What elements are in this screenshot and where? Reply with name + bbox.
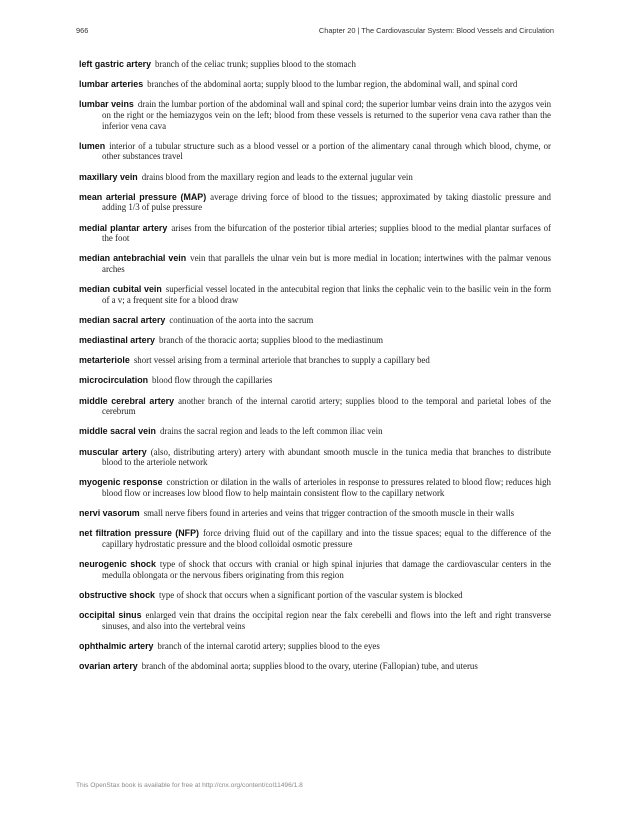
glossary-term: net filtration pressure (NFP): [79, 528, 199, 539]
glossary-definition: drains the sacral region and leads to the left common iliac vein: [159, 426, 383, 437]
glossary-term: mediastinal artery: [79, 335, 155, 346]
glossary-entry: [79, 375, 551, 386]
glossary-term: middle cerebral artery: [79, 395, 175, 406]
glossary-term: median sacral artery: [79, 314, 166, 325]
glossary-definition: short vessel arising from a terminal arteriole that branches to supply a capillary bed: [133, 355, 430, 366]
glossary-entry: [79, 141, 551, 162]
glossary-term: lumen: [79, 140, 106, 151]
page-footer: This OpenStax book is available for free at http://cnx.org/content/col11496/1.8: [76, 782, 303, 789]
glossary-term: nervi vasorum: [79, 508, 140, 519]
glossary-term: myogenic response: [79, 477, 163, 488]
glossary-term: median cubital vein: [79, 284, 162, 295]
glossary-entry: [79, 610, 551, 631]
glossary-definition: another branch of the internal carotid artery; supplies blood to the temporal and parietal lobes of the cerebrum: [102, 395, 551, 417]
glossary-term: occipital sinus: [79, 610, 142, 621]
glossary-term: metarteriole: [79, 355, 130, 366]
glossary-entry: [79, 315, 551, 326]
glossary-definition: branch of the celiac trunk; supplies blood to the stomach: [155, 59, 356, 69]
glossary-entry: [79, 253, 551, 274]
glossary-term: obstructive shock: [79, 589, 155, 600]
glossary-entry: [79, 284, 551, 305]
glossary-term: ophthalmic artery: [79, 640, 154, 651]
glossary-entry: [79, 99, 551, 131]
glossary-definition: type of shock that occurs with cranial or high spinal injuries that damage the cardiovascular centers in the medulla oblongata or the nervous fibers originating from this region: [102, 559, 551, 580]
glossary-term: middle sacral vein: [79, 426, 156, 437]
glossary-entry: [79, 396, 551, 417]
glossary-entry: [79, 335, 551, 346]
glossary-term: left gastric artery: [79, 59, 152, 69]
glossary-entry: [79, 590, 551, 601]
glossary-term: medial plantar artery: [79, 222, 168, 233]
glossary-definition: drain the lumbar portion of the abdominal wall and spinal cord; the superior lumbar veins drain into the azygos vein on the right or the hemiazygos vein on the left; blood from these vessels is returned to the superior vena cava rather than the inferior vena cava: [102, 99, 552, 131]
page-number: 966: [76, 26, 89, 35]
glossary-definition: drains blood from the maxillary region and leads to the external jugular vein: [141, 171, 413, 182]
glossary-definition: constriction or dilation in the walls of arterioles in response to pressures related to blood flow; reduces high blood flow or increases low blood flow to help maintain consistent flow to the capillary network: [102, 477, 551, 498]
glossary-definition: average driving force of blood to the tissues; approximated by taking diastolic pressure and adding 1/3 of pulse pressure: [102, 191, 551, 213]
glossary-entry: [79, 192, 551, 213]
glossary-entry: [79, 477, 551, 498]
glossary-entry: [79, 641, 551, 652]
glossary-definition: interior of a tubular structure such as a blood vessel or a portion of the alimentary canal through which blood, chyme, or other substances travel: [102, 140, 551, 162]
glossary-entry: [79, 79, 551, 90]
glossary-definition: branch of the internal carotid artery; supplies blood to the eyes: [157, 640, 380, 651]
glossary-entry: [79, 447, 551, 468]
glossary-term: median antebrachial vein: [79, 253, 187, 264]
glossary-term: ovarian artery: [79, 661, 138, 672]
glossary-definition: blood flow through the capillaries: [152, 375, 273, 386]
glossary-term: lumbar veins: [79, 99, 134, 110]
glossary-term: mean arterial pressure (MAP): [79, 191, 207, 202]
glossary-entry: [79, 426, 551, 437]
glossary-definition: continuation of the aorta into the sacrum: [169, 314, 314, 325]
glossary-definition: vein that parallels the ulnar vein but is more medial in location; intertwines with the palmar venous arches: [102, 253, 551, 274]
glossary-entry: [79, 355, 551, 366]
glossary-entry: [79, 59, 551, 70]
glossary-term: muscular artery: [79, 446, 147, 457]
glossary-entry: [79, 559, 551, 580]
glossary-definition: enlarged vein that drains the occipital region near the falx cerebelli and flows into the left and right transverse sinuses, and also into the vertebral veins: [102, 610, 551, 631]
glossary-entry: [79, 528, 551, 549]
glossary-definition: arises from the bifurcation of the posterior tibial arteries; supplies blood to the medial plantar surfaces of the foot: [102, 222, 551, 244]
glossary-definition: superficial vessel located in the antecubital region that links the cephalic vein to the basilic vein in the form of a v; a frequent site for a blood draw: [102, 284, 551, 305]
glossary-definition: small nerve fibers found in arteries and veins that trigger contraction of the smooth muscle in their walls: [143, 508, 515, 519]
glossary-definition: (also, distributing artery) artery with abundant smooth muscle in the tunica media that branches to distribute blood to the arteriole network: [102, 446, 551, 468]
glossary-term: maxillary vein: [79, 171, 138, 182]
page-header: [76, 26, 554, 35]
glossary-list: [79, 59, 551, 681]
glossary-entry: [79, 172, 551, 183]
glossary-definition: force driving fluid out of the capillary and into the tissue spaces; equal to the difference of the capillary hydrostatic pressure and the blood colloidal osmotic pressure: [102, 528, 551, 549]
glossary-entry: [79, 223, 551, 244]
glossary-term: neurogenic shock: [79, 559, 156, 570]
glossary-term: lumbar arteries: [79, 79, 144, 90]
glossary-definition: branch of the thoracic aorta; supplies blood to the mediastinum: [158, 335, 384, 346]
glossary-entry: [79, 661, 551, 672]
glossary-entry: [79, 508, 551, 519]
glossary-definition: branch of the abdominal aorta; supplies blood to the ovary, uterine (Fallopian) tube, and uterus: [141, 661, 478, 672]
chapter-title: Chapter 20 | The Cardiovascular System: Blood Vessels and Circulation: [318, 26, 554, 35]
glossary-definition: branches of the abdominal aorta; supply blood to the lumbar region, the abdominal wall, and spinal cord: [147, 79, 518, 90]
glossary-definition: type of shock that occurs when a significant portion of the vascular system is blocked: [158, 589, 463, 600]
glossary-term: microcirculation: [79, 375, 149, 386]
